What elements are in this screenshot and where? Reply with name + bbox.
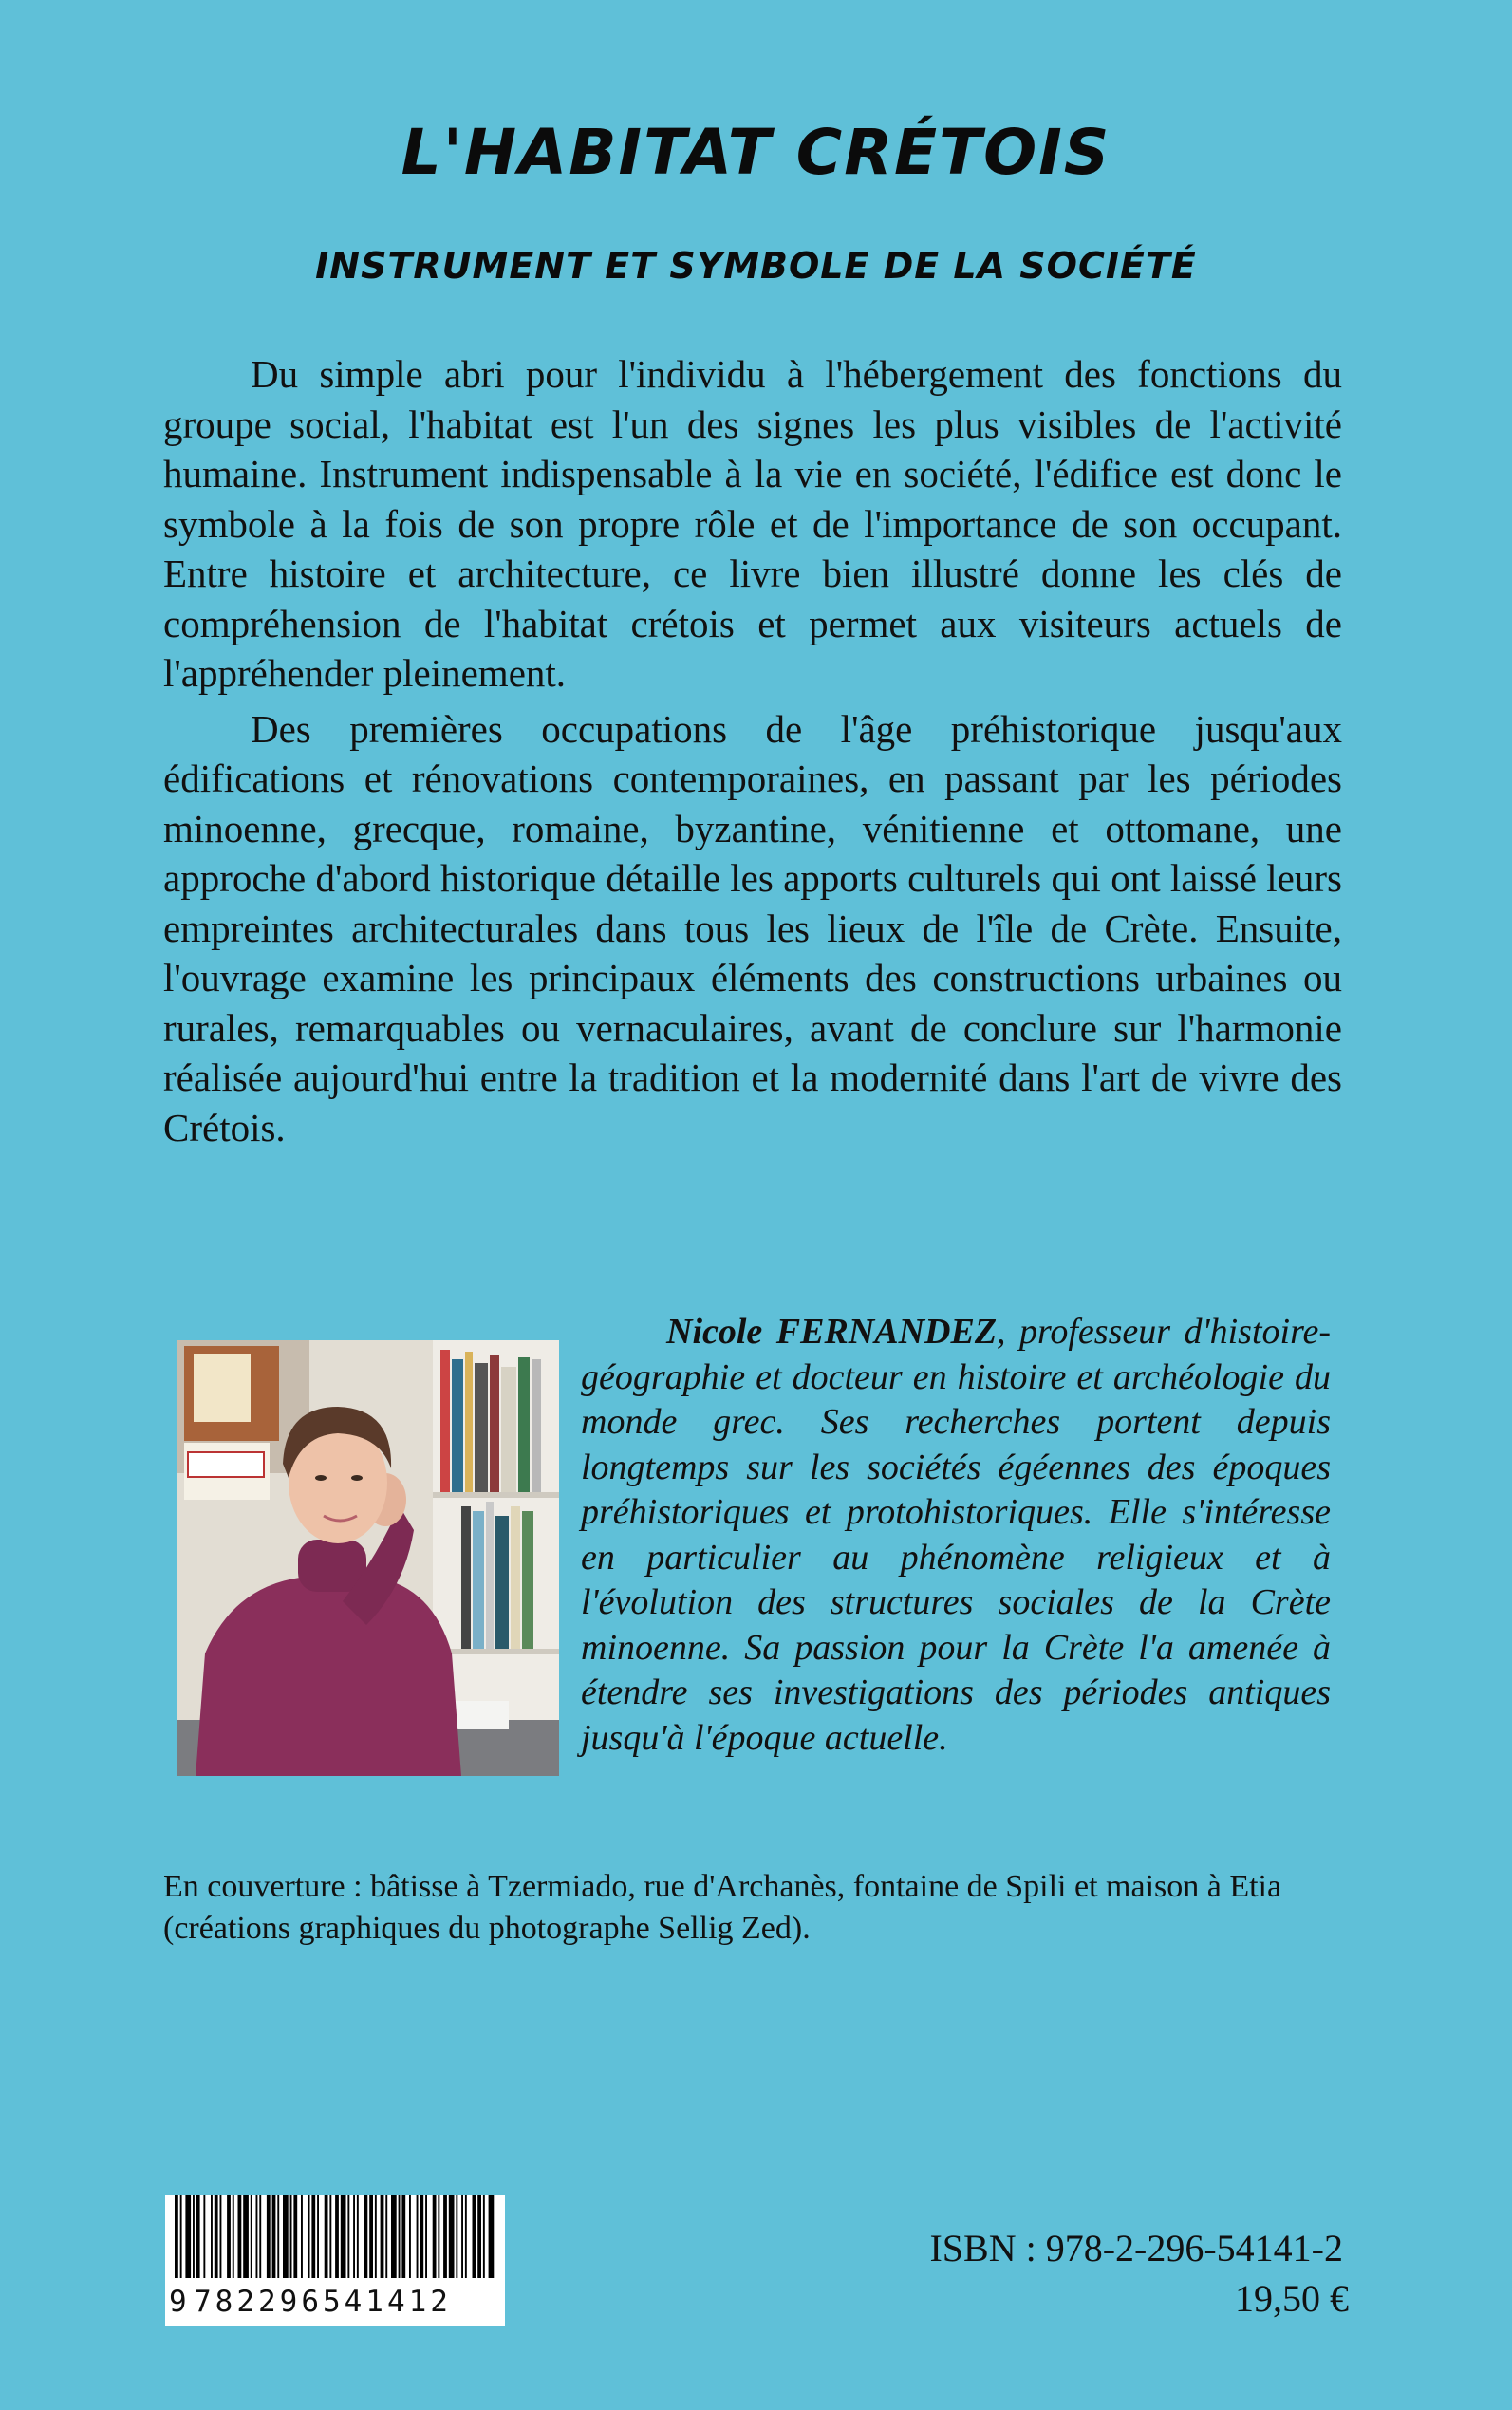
- barcode-bar: [341, 2195, 346, 2280]
- barcode-bar: [401, 2195, 405, 2280]
- barcode-bar: [215, 2195, 218, 2280]
- barcode-bar: [489, 2195, 495, 2280]
- summary-paragraph-1: Du simple abri pour l'individu à l'hébergement des fonctions du groupe social, l'habitat est l'un des signes les plus visibles de l'activité humaine. Instrument indispensable à la vie en société, l'édifice est donc le symbole à la fois de son propre rôle et de l'importance de son occupant. Entre histoire et architecture, ce livre bien illustré donne les clés de compréhension de l'habitat crétois et permet aux visiteurs actuels de l'appréhender pleinement.: [163, 352, 1342, 695]
- barcode-bar: [175, 2195, 178, 2280]
- barcode-bar: [483, 2195, 485, 2280]
- barcode-bar: [325, 2195, 328, 2280]
- barcode-bar: [425, 2195, 427, 2280]
- barcode-bar: [301, 2195, 303, 2280]
- barcode-bar: [329, 2195, 331, 2280]
- book-summary: [163, 349, 1342, 1152]
- barcode-bar: [220, 2195, 222, 2280]
- barcode-bar: [465, 2195, 467, 2280]
- barcode-bar: [420, 2195, 423, 2280]
- barcode-bar: [283, 2195, 289, 2280]
- book-subtitle: INSTRUMENT ET SYMBOLE DE LA SOCIÉTÉ: [315, 245, 1197, 287]
- barcode-bar: [211, 2195, 213, 2280]
- barcode-bar: [335, 2195, 339, 2280]
- barcode-bar: [233, 2195, 234, 2280]
- barcode-bar: [267, 2195, 271, 2280]
- barcode-bar: [308, 2195, 310, 2280]
- barcode-bar: [193, 2195, 195, 2280]
- author-bio: [581, 1310, 1331, 1761]
- barcode-bar: [243, 2195, 249, 2280]
- barcode-bar: [317, 2195, 319, 2280]
- barcode-bar: [456, 2195, 457, 2280]
- barcode-bar: [443, 2195, 447, 2280]
- barcode-bar: [391, 2195, 397, 2280]
- barcode-bar: [477, 2195, 481, 2280]
- barcode-bar: [196, 2195, 200, 2280]
- barcode-bar: [311, 2195, 315, 2280]
- barcode-bar: [381, 2195, 384, 2280]
- barcode-bar: [180, 2195, 182, 2280]
- barcode-digits: [165, 2278, 505, 2326]
- barcode-bar: [357, 2195, 359, 2280]
- barcode-lead-digit: 9: [169, 2285, 191, 2319]
- barcode-bar: [369, 2195, 373, 2280]
- barcode-bar: [272, 2195, 276, 2280]
- summary-paragraph-2: Des premières occupations de l'âge préhistorique jusqu'aux édifications et rénovations contemporaines, en passant par les périodes minoenne, grecque, romaine, byzantine, vénitienne et ottomane, une approche d'abord historique détaille les apports culturels qui ont laissé leurs empreintes architecturales dans tous les lieux de l'île de Crète. Ensuite, l'ouvrage examine les principaux éléments des constructions urbaines ou rurales, remarquables ou vernaculaires, avant de conclure sur l'harmonie réalisée aujourd'hui entre la tradition et la modernité dans l'art de vivre des Crétois.: [163, 706, 1342, 1149]
- barcode-bar: [473, 2195, 476, 2280]
- barcode-bar: [461, 2195, 463, 2280]
- barcode-bar: [290, 2195, 292, 2280]
- isbn: ISBN : 978-2-296-54141-2: [929, 2227, 1343, 2270]
- barcode-bar: [259, 2195, 261, 2280]
- barcode-bar: [409, 2195, 411, 2280]
- barcode-bar: [293, 2195, 297, 2280]
- author-bio-text: , professeur d'histoire-géographie et docteur en histoire et archéologie du monde grec. Ses recherches portent depuis longtemps sur les sociétés égéennes des époques préhistoriques et protohistoriques. Elle s'intéresse en particulier au phénomène religieux et à l'évolution des structures sociales de la Crète minoenne. Sa passion pour la Crète l'a amenée à étendre ses investigations des périodes antiques jusqu'à l'époque actuelle.: [581, 1312, 1331, 1758]
- barcode-bar: [347, 2195, 349, 2280]
- barcode-bar: [185, 2195, 191, 2280]
- barcode-bar: [227, 2195, 231, 2280]
- barcode-bar: [433, 2195, 437, 2280]
- barcode-bar: [203, 2195, 205, 2280]
- barcode-bar: [256, 2195, 258, 2280]
- barcode-bar: [375, 2195, 377, 2280]
- barcode-bar: [399, 2195, 401, 2280]
- author-photo: [177, 1340, 559, 1776]
- barcode-bar: [385, 2195, 387, 2280]
- barcode-bar: [364, 2195, 368, 2280]
- barcode-bar: [353, 2195, 355, 2280]
- barcode-bar: [251, 2195, 252, 2280]
- author-name: Nicole FERNANDEZ: [666, 1312, 998, 1352]
- cover-credit: En couverture : bâtisse à Tzermiado, rue d'Archanès, fontaine de Spili et maison à Etia (créations graphiques du photographe Sellig Zed).: [163, 1869, 1282, 1946]
- barcode-bar: [449, 2195, 455, 2280]
- barcode-bar: [438, 2195, 439, 2280]
- barcode-bar: [238, 2195, 242, 2280]
- barcode-bar: [277, 2195, 279, 2280]
- book-title: L'HABITAT CRÉTOIS: [401, 116, 1111, 189]
- price: 19,50 €: [1235, 2277, 1349, 2320]
- barcode-number: 782296541412: [194, 2285, 452, 2319]
- barcode-bar: [417, 2195, 419, 2280]
